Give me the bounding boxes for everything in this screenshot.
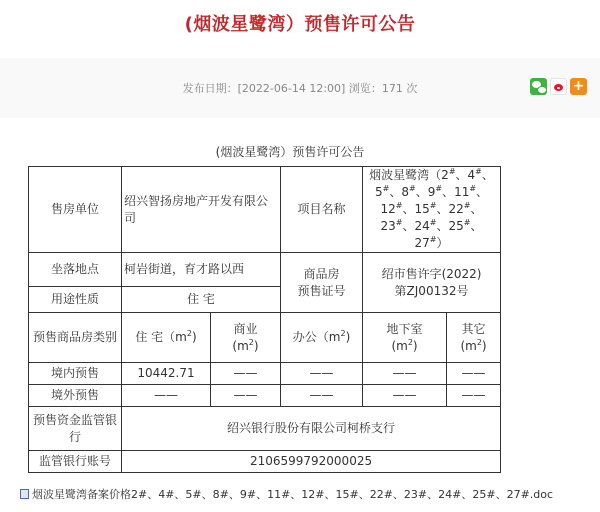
project-paren-close: ） [436,236,449,250]
building-number: 2# [441,167,456,182]
building-number: 25# [448,218,471,233]
publish-meta: 发布日期：[2022-06-14 12:00] 浏览：171 次 [182,82,418,95]
cert-value: 绍市售许字(2022) 第ZJ00132号 [363,253,501,313]
plus-icon[interactable]: + [570,78,587,95]
domestic-office: —— [281,363,363,385]
building-number: 11# [454,184,477,199]
cert-label: 商品房 预售证号 [281,253,363,313]
table-row [29,385,501,407]
attachment-link[interactable] [20,486,553,502]
building-number: 24# [414,218,437,233]
wechat-icon[interactable] [530,78,547,95]
domestic-basement: —— [363,363,447,385]
account-value: 2106599792000025 [122,451,501,473]
announcement-subtitle: (烟波星鹭湾）预售许可公告 [215,145,365,159]
doc-file-icon [20,489,29,499]
project-label: 项目名称 [281,167,363,253]
building-number: 9# [427,184,443,199]
building-number: 23# [380,218,403,233]
overseas-commercial: —— [211,385,281,407]
table-row [29,363,501,385]
supervision-label: 预售资金监管银行 [29,407,122,451]
cat-basement: 地下室 $(m^2)$ [363,313,447,363]
building-number: 5# [374,184,390,199]
table-row [29,253,501,287]
table-row [29,451,501,473]
cat-commercial: 商业 $(m^2)$ [211,313,281,363]
page-title: (烟波星鹭湾）预售许可公告 [184,14,416,35]
building-number: 4# [467,167,482,182]
project-name: 烟波星鹭湾 [369,168,430,182]
project-value [363,167,501,253]
account-label: 监管银行账号 [29,451,122,473]
domestic-other: —— [447,363,501,385]
building-number: 12# [380,201,403,216]
location-value: 柯岩街道，育才路以西 [122,253,281,287]
category-label: 预售商品房类别 [29,313,122,363]
seller-value: 绍兴智扬房地产开发有限公司 [122,167,281,253]
usage-value: 住 宅 [122,287,281,313]
domestic-label: 境内预售 [29,363,122,385]
attachment-filename[interactable]: 烟波星鹭湾备案价格2#、4#、5#、8#、9#、11#、12#、15#、22#、23#、24#、25#、27#.doc [32,488,554,501]
seller-label: 售房单位 [29,167,122,253]
domestic-commercial: —— [211,363,281,385]
table-row [29,313,501,363]
location-label: 坐落地点 [29,253,122,287]
weibo-icon[interactable] [550,78,567,95]
building-number: 27# [414,235,437,250]
overseas-other: —— [447,385,501,407]
project-paren-open: （ [429,168,442,182]
usage-label: 用途性质 [29,287,122,313]
cat-other: 其它 $(m^2)$ [447,313,501,363]
building-number: 22# [448,201,471,216]
overseas-label: 境外预售 [29,385,122,407]
overseas-residential: —— [122,385,211,407]
building-number: 8# [401,184,416,199]
permit-table [28,166,501,473]
overseas-office: —— [281,385,363,407]
cat-residential: 住 宅$(m^2)$ [122,313,211,363]
share-bar [530,78,587,95]
building-number: 15# [414,201,437,216]
project-buildings: 2#、4#、5#、8#、9#、11#、12#、15#、22#、23#、24#、25#、27# [374,167,494,250]
supervision-value: 绍兴银行股份有限公司柯桥支行 [122,407,501,451]
cat-office: 办公$(m^2)$ [281,313,363,363]
table-row [29,167,501,253]
domestic-residential: 10442.71 [122,363,211,385]
table-row [29,407,501,451]
overseas-basement: —— [363,385,447,407]
